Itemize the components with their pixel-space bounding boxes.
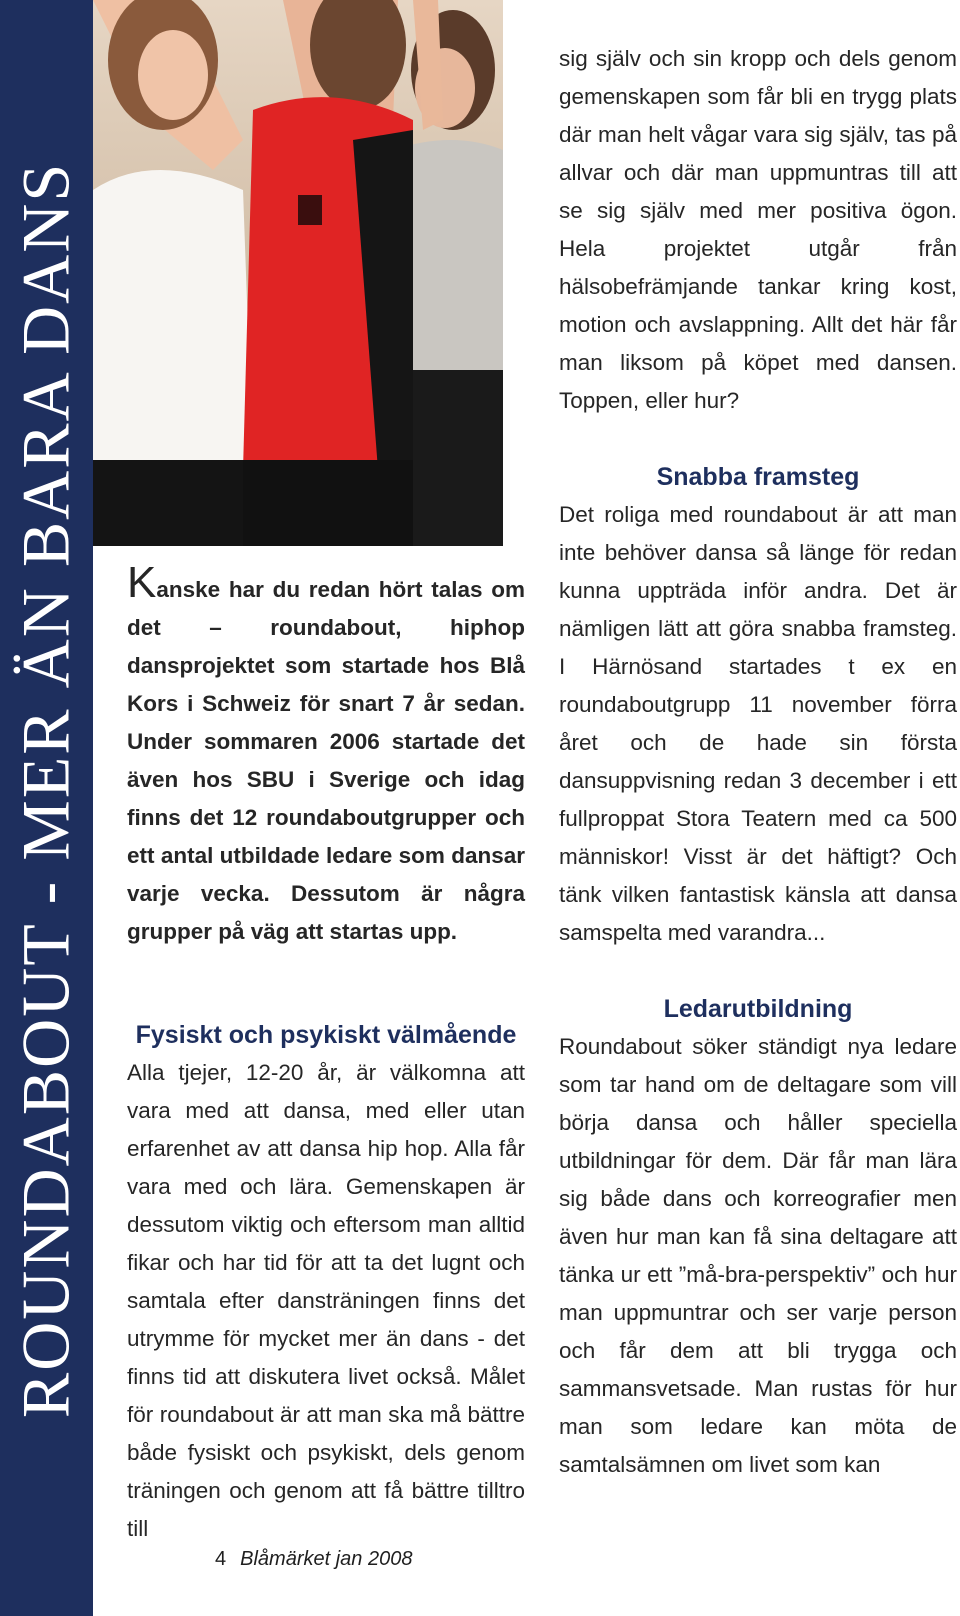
dance-photo-illustration xyxy=(93,0,503,546)
dance-photo xyxy=(93,0,503,546)
right-column xyxy=(559,40,957,1484)
continued-paragraph: sig själv och sin kropp och dels genom gemenskapen som får bli en trygg plats där man helt vågar vara sig själv, tas på allvar och där man uppmuntras till att se sig själv med mer positiva ögon. Hela projektet utgår från hälsobefrämjande tankar kring kost, motion och avslappning. Allt det här får man liksom på köpet med dansen. Toppen, eller hur? xyxy=(559,46,957,413)
left-column-section xyxy=(127,1016,525,1548)
drop-cap: K xyxy=(127,558,157,607)
section-heading-ledarutbildning: Ledarutbildning xyxy=(663,995,853,1023)
section-body-snabba: Det roliga med roundabout är att man inte behöver dansa så länge för redan kunna uppträda inför andra. Det är nämligen lätt att göra snabba framsteg. I Härnösand startades t ex en roundaboutgrupp 11 november förra året och de hade sin första dansuppvisning redan 3 december i ett fullproppat Stora Teatern med ca 500 människor! Visst är det häftigt? Och tänk vilken fantastisk känsla att dansa samspelta med varandra... xyxy=(559,502,957,945)
page-footer xyxy=(215,1548,412,1571)
lead-paragraph xyxy=(127,558,525,951)
page-number: 4 xyxy=(215,1548,227,1570)
publication-name: Blåmärket jan 2008 xyxy=(240,1548,413,1570)
lead-text: anske har du redan hört talas om det – roundabout, hiphop dansprojektet som startade hos Blå Kors i Schweiz för snart 7 år sedan. Under sommaren 2006 startade det även hos SBU i Sverige och idag finns det 12 roundaboutgrupper och ett antal utbildade ledare som dansar varje vecka. Dessutom är några grupper på väg att startas upp. xyxy=(127,577,525,944)
section-body-fysiskt: Alla tjejer, 12-20 år, är välkomna att vara med att dansa, med eller utan erfarenhet av att dansa hip hop. Alla får vara med och lära. Gemenskapen är dessutom viktig och eftersom man alltid fikar och har tid för att ta det lugnt och samtala efter dansträningen finns det utrymme för mycket mer än dans - det finns tid att diskutera livet också. Målet för roundabout är att man ska må bättre både fysiskt och psykiskt, dels genom träningen och genom att få bättre tilltro till xyxy=(127,1060,525,1541)
section-heading-fysiskt: Fysiskt och psykiskt välmående xyxy=(135,1021,517,1049)
side-title: ROUNDABOUT - MER ÄN BARA DANS xyxy=(7,161,84,1419)
side-band xyxy=(0,0,93,1616)
section-heading-snabba: Snabba framsteg xyxy=(656,463,860,491)
section-body-ledarutbildning: Roundabout söker ständigt nya ledare som tar hand om de deltagare som vill börja dansa och håller speciella utbildningar för dem. Där får man lära sig både dans och korreografier men även hur man kan få sina deltagare att tänka ur ett ”må-bra-perspektiv” och hur man uppmuntrar och ser varje person och får dem att bli trygga och sammansvetsade. Man rustas för hur man som ledare kan möta de samtalsämnen om livet som kan xyxy=(559,1034,957,1477)
